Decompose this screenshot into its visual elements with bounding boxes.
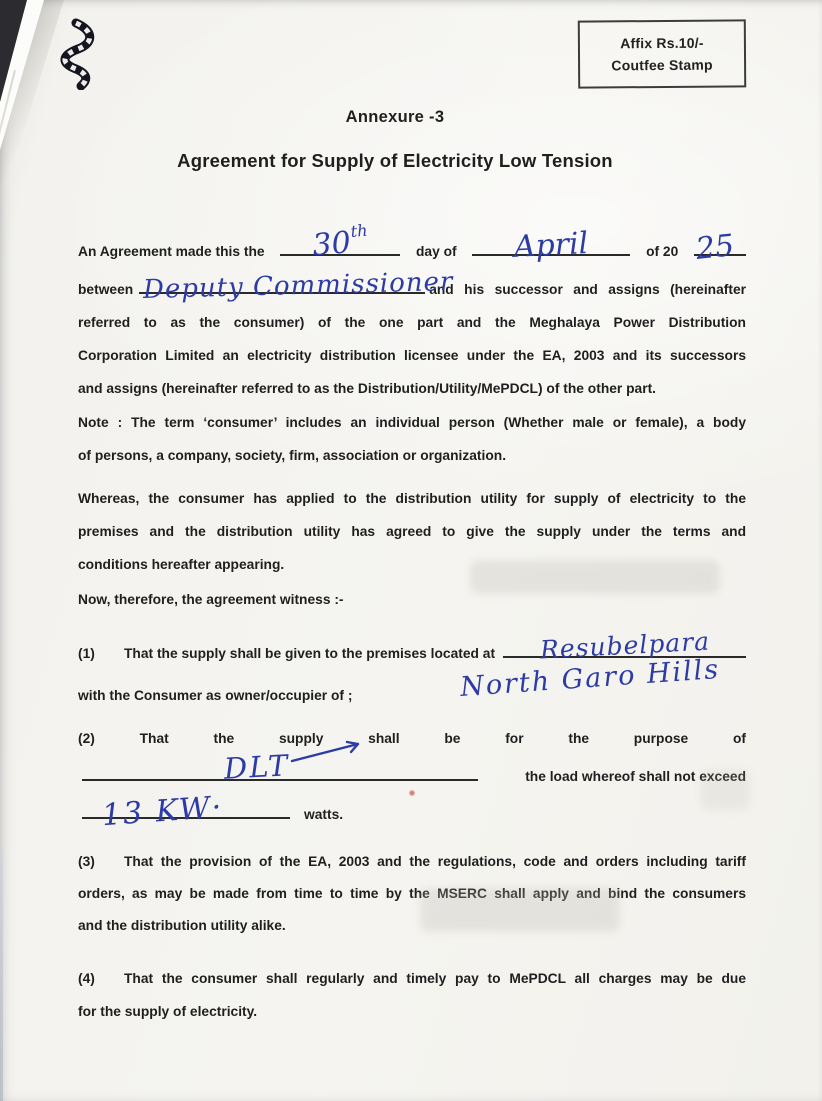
load-blank <box>82 789 290 834</box>
clause-1-text: That the supply shall be given to the premises located at <box>124 646 496 661</box>
annexure-heading: Annexure -3 <box>345 108 445 126</box>
binding-thread-icon <box>52 18 110 90</box>
stamp-line-2: Coutfee Stamp <box>611 56 713 74</box>
day-blank <box>280 220 400 264</box>
whereas-line-2: premises and the distribution utility has agreed to give the supply under the terms and <box>78 524 746 539</box>
handwritten-district: North Garo Hills <box>459 653 722 704</box>
party-blank <box>139 266 454 306</box>
clause-3 <box>78 846 746 942</box>
handwritten-day: 30th <box>311 220 369 264</box>
day-of-label: day of <box>416 244 457 259</box>
red-ink-speck <box>409 790 415 796</box>
clause-3-number: (3) <box>78 854 95 869</box>
ink-arrow-icon <box>290 739 368 763</box>
between-label: between <box>78 282 134 297</box>
handwritten-year: 25 <box>694 228 736 267</box>
page-edge-line <box>0 850 3 1101</box>
bleed-through-ghost <box>700 770 750 810</box>
watts-label: watts. <box>304 807 344 822</box>
clause-3-line-2: orders, as may be made from time to time by the MSERC shall apply and bind the consumers <box>78 886 746 901</box>
handwritten-purpose: DLT <box>223 748 291 786</box>
opening-paragraph <box>78 220 746 405</box>
clause-2 <box>78 722 746 834</box>
opening-lead-text: An Agreement made this the <box>78 244 265 259</box>
court-fee-stamp-box <box>578 19 746 88</box>
witness-line: Now, therefore, the agreement witness :- <box>78 592 344 607</box>
note-paragraph <box>78 406 746 472</box>
clause-1-text-2: with the Consumer as owner/occupier of ; <box>78 688 353 703</box>
successor-text: and his successor and assigns (hereinafter <box>429 282 746 297</box>
year-blank <box>694 228 746 267</box>
opening-line-5: and assigns (hereinafter referred to as the Distribution/Utility/MePDCL) of the other part. <box>78 381 657 396</box>
opening-line-3: referred to as the consumer) of the one part and the Meghalaya Power Distribution <box>78 315 746 330</box>
whereas-line-3: conditions hereafter appearing. <box>78 557 285 572</box>
clause-4-line-1: That the consumer shall regularly and timely pay to MePDCL all charges may be due <box>124 971 746 986</box>
clause-3-line-3: and the distribution utility alike. <box>78 918 286 933</box>
agreement-title: Agreement for Supply of Electricity Low Tension <box>177 150 613 171</box>
bleed-through-ghost <box>470 560 720 594</box>
note-line-1: Note : The term ‘consumer’ includes an individual person (Whether male or female), a body <box>78 415 746 430</box>
handwritten-load: 13 KW· <box>100 789 225 834</box>
clause-4-line-2: for the supply of electricity. <box>78 1004 258 1019</box>
note-line-2: of persons, a company, society, firm, association or organization. <box>78 448 507 463</box>
purpose-blank <box>82 748 478 786</box>
handwritten-month: April <box>513 226 590 265</box>
opening-line-4: Corporation Limited an electricity distribution licensee under the EA, 2003 and its successors <box>78 348 746 363</box>
clause-1 <box>78 626 746 712</box>
clause-1-number: (1) <box>78 646 95 661</box>
month-blank <box>472 226 630 265</box>
bleed-through-ghost <box>420 888 620 932</box>
clause-4-number: (4) <box>78 971 95 986</box>
of-20-label: of 20 <box>646 244 679 259</box>
clause-2-text-2: the load whereof shall not exceed <box>525 769 746 784</box>
clause-3-line-1: That the provision of the EA, 2003 and the regulations, code and orders including tariff <box>124 854 746 869</box>
clause-4 <box>78 962 746 1028</box>
handwritten-party-name: Deputy Commissioner <box>142 266 454 306</box>
stamp-line-1: Affix Rs.10/- <box>620 34 704 52</box>
clause-2-line-1: (2) That the supply shall be for the purpose of <box>78 731 746 746</box>
handwritten-location: Resubelpara <box>538 626 711 665</box>
whereas-line-1: Whereas, the consumer has applied to the distribution utility for supply of electricity to the <box>78 491 746 506</box>
